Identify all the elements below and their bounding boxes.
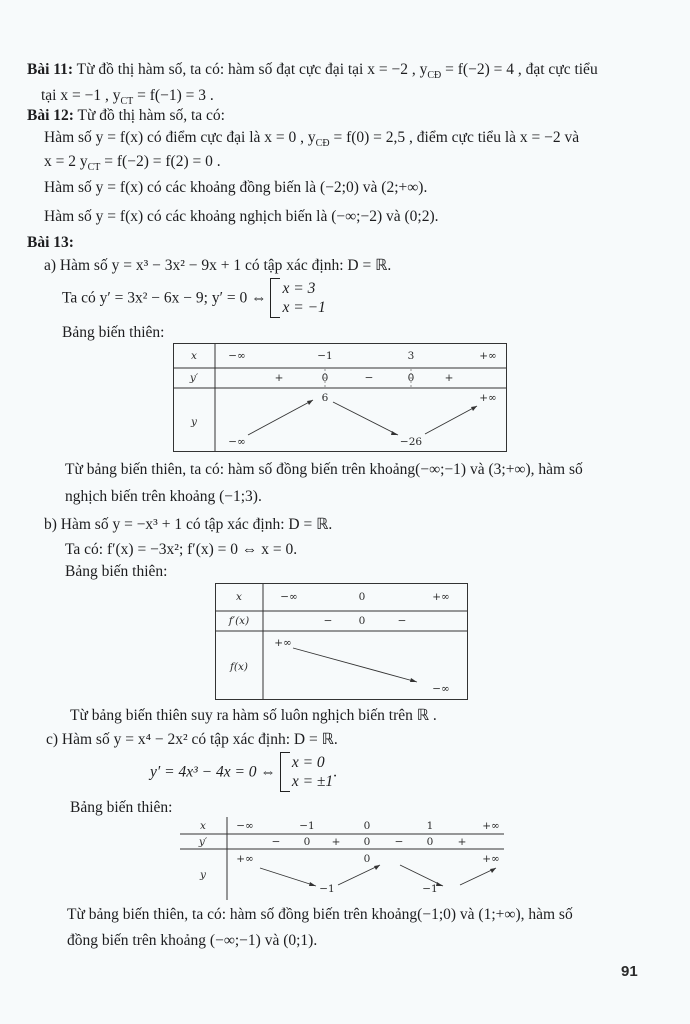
table-c-sign: 0 [303, 836, 311, 848]
table-c-header-x: x [200, 820, 206, 832]
bai12-label: Bài 12: [27, 107, 74, 124]
page-number: 91 [621, 963, 638, 980]
roots-system: x = 0 x = ±1 [291, 754, 334, 790]
bai11-line2: tại x = −1 , $y_{CT} = f(-1) = 3$ . [41, 87, 214, 108]
table-c-y-value: +∞ [236, 853, 254, 865]
table-c-x-value: −1 [299, 820, 315, 832]
bai12-intro: Bài 12: Từ đồ thị hàm số, ta có: [27, 107, 225, 124]
table-b-x-value: −∞ [280, 591, 298, 603]
table-a-lines [173, 343, 507, 452]
bai13c-line1: c) Hàm số y = x⁴ − 2x² có tập xác định: D = ℝ. [46, 731, 338, 748]
table-a-x-value: −1 [317, 350, 333, 362]
bai13b-conclusion: Từ bảng biến thiên suy ra hàm số luôn nghịch biến trên ℝ . [70, 707, 437, 724]
table-a-header-yprime: y′ [189, 372, 199, 384]
table-a-header-y: y [191, 416, 197, 428]
table-a-sign: + [274, 372, 284, 384]
table-b-y-value: −∞ [432, 683, 450, 695]
bai13b-bbt-label: Bảng biến thiên: [65, 563, 168, 580]
bai13a-deriv: Ta có y′ = 3x² − 6x − 9; y′ = 0 ⇔ x = 3 x = −1 [62, 280, 326, 316]
table-c-x-value: 0 [363, 820, 371, 832]
table-b-header-x: x [236, 591, 242, 603]
table-a-sign: 0 [407, 372, 415, 384]
table-a-x-value: 3 [407, 350, 415, 362]
bracket [270, 278, 280, 318]
table-b-header-f: f(x) [229, 661, 249, 673]
bai13c-conclusion2: đồng biến trên khoảng (−∞;−1) và (0;1). [67, 932, 318, 949]
bai13c-bbt-label: Bảng biến thiên: [70, 799, 173, 816]
bai12-line4: Hàm số y = f(x) có các khoảng nghịch biến là (−∞;−2) và (0;2). [44, 208, 439, 225]
table-b-sign: 0 [358, 615, 366, 627]
table-c-x-value: 1 [426, 820, 434, 832]
bai13a-bbt-label: Bảng biến thiên: [62, 324, 165, 341]
bai13c-deriv: y′ = 4x³ − 4x = 0 ⇔ x = 0 x = ±1. [150, 754, 338, 790]
table-b-sign: − [397, 615, 407, 627]
table-a-y-value: −∞ [228, 436, 246, 448]
table-a-header-x: x [191, 350, 197, 362]
table-a-y-value: +∞ [479, 392, 497, 404]
table-c-sign: + [457, 836, 467, 848]
table-b-sign: − [323, 615, 333, 627]
table-a-sign: − [364, 372, 374, 384]
table-b-lines [215, 583, 468, 700]
bai11-line1: Bài 11: Từ đồ thị hàm số, ta có: hàm số đạt cực đại tại x = −2 , $y_{CĐ} = f(-2) = 4$ , đạt cực tiểu [27, 61, 598, 82]
table-b-header-fprime: f′(x) [228, 615, 250, 627]
table-c-y-value: 0 [363, 853, 371, 865]
table-c-y-value: −1 [319, 883, 335, 895]
table-c-y-value: +∞ [482, 853, 500, 865]
variation-table-c [180, 817, 504, 900]
table-c-lines [180, 817, 504, 900]
table-c-sign: 0 [426, 836, 434, 848]
bai13-label: Bài 13: [27, 234, 74, 251]
table-a-x-value: +∞ [479, 350, 497, 362]
bai13a-conclusion1: Từ bảng biến thiên, ta có: hàm số đồng biến trên khoảng(−∞;−1) và (3;+∞), hàm số [65, 461, 583, 478]
table-a-sign: + [444, 372, 454, 384]
bai13a-line1: a) Hàm số y = x³ − 3x² − 9x + 1 có tập xác định: D = ℝ. [44, 257, 392, 274]
table-c-header-yprime: y′ [198, 836, 208, 848]
bai13c-conclusion1: Từ bảng biến thiên, ta có: hàm số đồng biến trên khoảng(−1;0) và (1;+∞), hàm số [67, 906, 573, 923]
table-c-sign: − [394, 836, 404, 848]
roots-system: x = 3 x = −1 [282, 280, 326, 316]
table-a-y-value: −26 [399, 436, 423, 448]
bracket [280, 752, 290, 792]
table-c-sign: − [271, 836, 281, 848]
table-c-x-value: −∞ [236, 820, 254, 832]
table-b-y-value: +∞ [274, 637, 292, 649]
table-a-y-value: 6 [321, 392, 329, 404]
variation-table-a [173, 343, 507, 452]
bai12-line1: Hàm số y = f(x) có điểm cực đại là x = 0 , $y_{CĐ} = f(0) = 2,5$ , điểm cực tiểu là x = −2 và [44, 129, 580, 150]
bai13b-line1: b) Hàm số y = −x³ + 1 có tập xác định: D = ℝ. [44, 516, 333, 533]
table-b-x-value: 0 [358, 591, 366, 603]
table-c-sign: + [331, 836, 341, 848]
bai11-label: Bài 11: [27, 61, 74, 78]
table-a-sign: 0 [321, 372, 329, 384]
table-c-sign: 0 [363, 836, 371, 848]
variation-table-b [215, 583, 468, 700]
table-a-x-value: −∞ [228, 350, 246, 362]
table-c-header-y: y [200, 869, 206, 881]
bai13b-deriv: Ta có: f′(x) = −3x²; f′(x) = 0 ⇔ x = 0. [65, 541, 298, 558]
bai12-line3: Hàm số y = f(x) có các khoảng đồng biến là (−2;0) và (2;+∞). [44, 179, 428, 196]
table-c-y-value: −1 [422, 883, 438, 895]
bai12-line2: x = 2 $y_{CT} = f(-2) = f(2) = 0$ . [44, 153, 221, 174]
table-b-x-value: +∞ [432, 591, 450, 603]
table-c-x-value: +∞ [482, 820, 500, 832]
bai13a-conclusion2: nghịch biến trên khoảng (−1;3). [65, 488, 262, 505]
